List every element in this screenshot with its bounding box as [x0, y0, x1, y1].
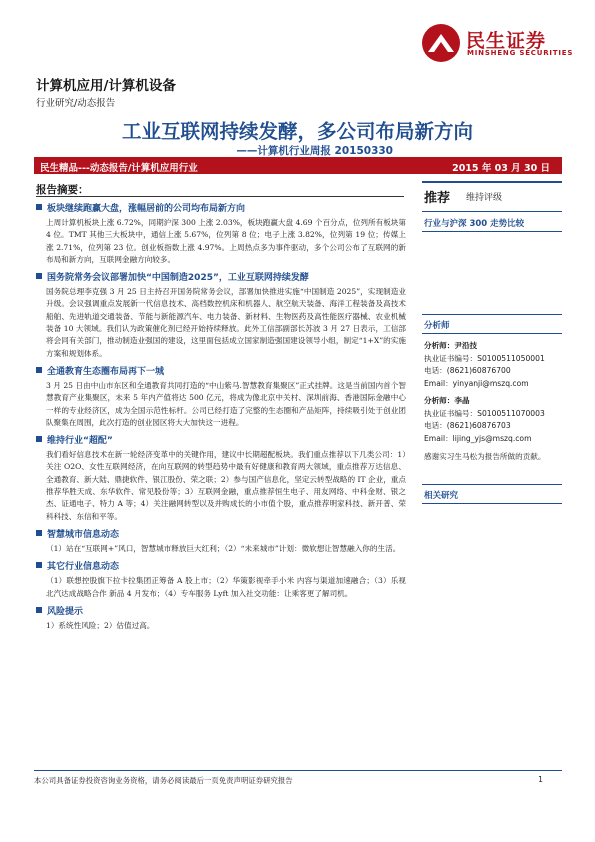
page-title: 工业互联网持续发酵，多公司布局新方向	[121, 120, 473, 143]
square-bullet-icon	[36, 204, 42, 210]
section-heading: 维持行业“超配”	[36, 434, 406, 449]
rating-value: 推荐	[424, 191, 451, 206]
section-quantong-education	[36, 365, 406, 429]
chart-title-underline	[422, 231, 562, 232]
section-overweight-rating	[36, 434, 406, 523]
square-bullet-icon	[36, 530, 42, 536]
section-other-industry-news	[36, 560, 406, 600]
square-bullet-icon	[36, 607, 42, 613]
analyst-phone: 电话：(8621)60876703	[424, 421, 511, 430]
rating-box	[422, 181, 562, 205]
analyst-cert: 执业证书编号：S0100511050001	[424, 353, 545, 363]
report-type: 行业研究/动态报告	[36, 98, 116, 109]
section-sector-performance	[36, 202, 406, 266]
page-subtitle: ——计算机行业周报 20150330	[236, 145, 393, 157]
section-smart-city-news	[36, 528, 406, 555]
section-heading: 国务院常务会议部署加快“中国制造2025”，工业互联网持续发酵	[36, 271, 406, 286]
abstract-sections	[36, 202, 406, 637]
header-bar-series: 民生精品---动态报告/计算机应用行业	[40, 163, 198, 174]
analyst-name: 分析师：李晶	[424, 396, 470, 405]
report-category: 计算机应用/计算机设备	[36, 78, 176, 94]
section-heading: 智慧城市信息动态	[36, 528, 406, 543]
section-heading: 其它行业信息动态	[36, 560, 406, 575]
section-paragraph: 3 月 25 日由中山市东区和全通教育共同打造的“中山紫马.智慧教育集聚区”正式挂牌。这是当前国内首个智慧教育产业集聚区，未来 5 年内产值将达 500 亿元，将成为像北京中关村、深圳前海、香港国际金融中心一样的专业经济区，成为全国示范性标杆。公司已经打造了完整的生态圈和产品矩阵，持续吸引处于创业团队聚集在周围，此次打造的创业园区将大大加快这一进程。	[46, 380, 406, 427]
square-bullet-icon	[36, 367, 42, 373]
section-made-in-china-2025	[36, 271, 406, 360]
header-bar-date: 2015 年 03 月 30 日	[452, 163, 550, 174]
section-heading: 全通教育生态圈布局再下一城	[36, 365, 406, 380]
related-header-divider	[422, 484, 562, 485]
chart-title-divider	[422, 211, 562, 212]
section-paragraph: 国务院总理李克强 3 月 25 日主持召开国务院常务会议，部署加快推进实施“中国制造 2025”，实现制造业升级。会议强调重点发展新一代信息技术、高档数控机床和机器人、航空航天装备、海洋工程装备及高技术船舶、先进轨道交通装备、节能与新能源汽车、电力装备、新材料、生物医药及高性能医疗器械、农业机械装备 10 大领域。我们认为政策催化剂已经开始持续释放。此外工信部副部长苏波 3 月 27 日表示，工信部将会同有关部门，推动制造业强国的建设，这里面包括成立国家制造强国建设领导小组，制定“1+X”的实施方案和规划体系。	[46, 287, 406, 358]
section-paragraph: 上周计算机板块上涨 6.72%，同期沪深 300 上涨 2.03%，板块跑赢大盘 4.69 个百分点，位列所有板块第 4 位。TMT 其他三大板块中，通信上涨 5.67%，位列第 8 位；电子上涨 3.82%，位列第 19 位；传媒上涨 2.71%，位列第 23 位。创业板指数上涨 4.97%。上周热点多为事件驱动，多个公司公布了互联网的新布局和新方向，互联网金融方向较多。	[46, 218, 406, 264]
analyst-header: 分析师	[424, 321, 450, 331]
section-paragraph: （1）站在“互联网+”风口，智慧城市释放巨大红利；（2）“未来城市”计划：微软想让智慧融入你的生活。	[46, 543, 401, 553]
analyst-email[interactable]: Email：lijing_yjs@mszq.com	[424, 433, 532, 443]
section-paragraph: （1）联想控股旗下拉卡拉集团正筹备 A 股上市；（2）华策影视牵手小米 内容与渠道加速融合；（3）乐视北汽达成战略合作 新品 4 月发布；（4）专车服务 Lyft 加入社交功能：让乘客更了解司机。	[46, 576, 406, 598]
related-research-header: 相关研究	[424, 491, 459, 501]
analyst-name: 分析师：尹沿技	[424, 341, 478, 350]
abstract-title: 报告摘要：	[36, 184, 89, 196]
logo-name-cn: 民生证券	[466, 30, 547, 52]
related-header-underline	[422, 503, 562, 504]
header-bar	[34, 157, 562, 174]
analyst-card	[424, 340, 564, 390]
section-paragraph: 1）系统性风险；2）估值过高。	[46, 620, 155, 630]
analyst-card	[424, 395, 564, 445]
rating-note: 维持评级	[466, 193, 503, 203]
square-bullet-icon	[36, 562, 42, 568]
logo-name-en: MINSHENG SECURITIES	[467, 49, 574, 57]
analyst-cert: 执业证书编号：S0100511070003	[424, 408, 545, 418]
chart-title: 行业与沪深 300 走势比较	[424, 219, 525, 229]
intern-thanks: 感谢实习生马松为报告所做的贡献。	[424, 452, 546, 461]
company-logo	[420, 22, 580, 64]
abstract-divider	[36, 196, 404, 197]
section-heading: 风险提示	[36, 605, 406, 620]
minsheng-logo-icon	[420, 22, 462, 64]
section-paragraph: 我们看好信息技术在新一轮经济变革中的关键作用，建议中长期超配板块。我们重点推荐以下几类公司：1）关注 O2O、女性互联网经济，在向互联网的转型趋势中最有好健康和教育两大领域，重点推荐万达信息、全通教育、新大陆、鼎捷软件、银江股份、荣之联；2）参与国产信息化，坚定云转型战略的 IT 企业，重点推荐华胜天成、东华软件、常见股份等；3）互联网金融，重点推荐恒生电子、用友网络、中科金财、银之杰、证通电子、特力 A 等；4）关注融网转型以及并购成长的小市值个股，重点推荐明家科技、新开普、荣科科技、东信和平等。	[46, 450, 406, 521]
footer-divider	[34, 770, 562, 771]
square-bullet-icon	[36, 273, 42, 279]
square-bullet-icon	[36, 436, 42, 442]
footer-disclaimer: 本公司具备证券投资咨询业务资格，请务必阅读最后一页免责声明证券研究报告	[34, 776, 293, 785]
section-heading: 板块继续跑赢大盘，涨幅居前的公司均布局新方向	[36, 202, 406, 217]
analyst-header-divider	[422, 314, 562, 315]
analyst-email[interactable]: Email：yinyanji@mszq.com	[424, 378, 529, 388]
analyst-header-underline	[422, 333, 562, 334]
analyst-phone: 电话：(8621)60876700	[424, 366, 511, 375]
page-number: 1	[538, 775, 543, 784]
section-risk-warning	[36, 605, 406, 632]
